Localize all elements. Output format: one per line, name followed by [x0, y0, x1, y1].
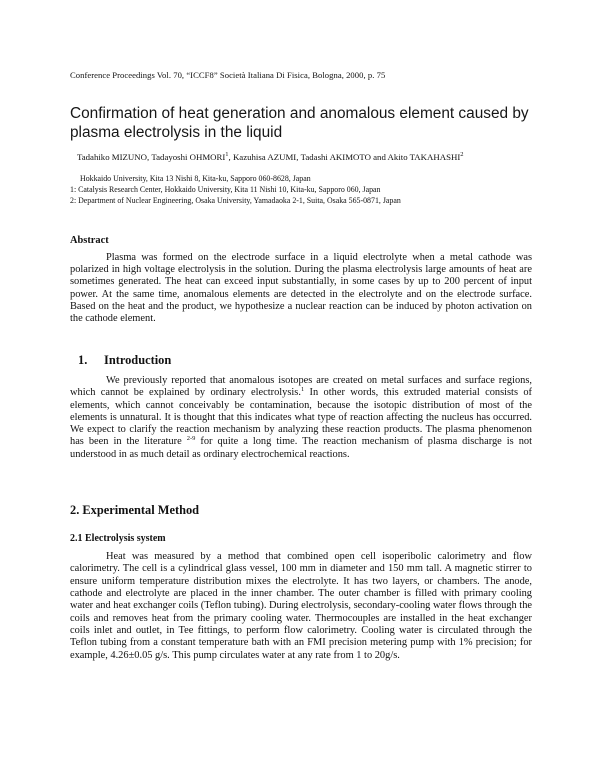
author-name: Tadashi AKIMOTO and Akito TAKAHASHI [300, 152, 461, 162]
abstract-text: Plasma was formed on the electrode surface in a liquid electrolyte when a metal cathode was polarized in high voltage electrolysis in the solution. During the plasma electrolysis large amounts of heat are sometimes generated. The heat can exceed input substantially, in some cases by up to 200 percent of input power. At the same time, anomalous elements are detected in the electrolyte and on the electrode surface. Based on the heat and the product, we hypothesize a nuclear reaction can be induced by photon activation on the cathode element. [70, 252, 532, 325]
affiliation-mark: 2 [460, 151, 464, 158]
affiliation-1: 1: Catalysis Research Center, Hokkaido University, Kita 11 Nishi 10, Kita-ku, Sapporo 060, Japan [70, 185, 381, 194]
affiliation-main: Hokkaido University, Kita 13 Nishi 8, Kita-ku, Sapporo 060-8628, Japan [80, 174, 311, 183]
citation-reference: 1 [300, 386, 305, 394]
author-list [77, 152, 557, 162]
paper-title: Confirmation of heat generation and anomalous element caused by plasma electrolysis in the liquid [70, 105, 529, 141]
author-name: Tadahiko MIZUNO, [77, 152, 152, 162]
affiliation-mark: 1 [225, 151, 229, 158]
affiliations [70, 173, 550, 206]
section-title: Introduction [104, 353, 172, 367]
affiliation-2: 2: Department of Nuclear Engineering, Osaka University, Yamadaoka 2-1, Suita, Osaka 565-0871, Japan [70, 196, 401, 205]
abstract-heading: Abstract [70, 235, 109, 246]
introduction-text [70, 375, 532, 461]
author-name: , Kazuhisa AZUMI, [228, 152, 301, 162]
conference-header: Conference Proceedings Vol. 70, “ICCF8” Società Italiana Di Fisica, Bologna, 2000, p. 75 [70, 70, 386, 80]
subsection-heading: 2.1 Electrolysis system [70, 533, 166, 544]
intro-text-part: We previously reported that anomalous isotopes are created on metal surfaces and surface regions, which cannot be explained by ordinary electrolysis. [70, 375, 532, 399]
author-name: Tadayoshi OHMORI [151, 152, 226, 162]
intro-text-part: for quite a long time. The reaction mechanism of plasma discharge is not understood in as much detail as ordinary electrochemical reactions. [70, 436, 532, 460]
citation-reference: 2-9 [186, 435, 196, 443]
section-heading-introduction [78, 353, 171, 368]
intro-text-part: In other words, this extruded material consists of elements, which cannot conceivably be contamination, because the isotopic distribution of most of the elements is unnatural. It is thought that this indicates what type of reaction affecting the nucleus has occurred. We expect to clarify the reaction mechanism by analyzing these reaction products. The plasma phenomenon has been in the literature [70, 387, 532, 448]
section-number: 1. [78, 353, 88, 367]
section-heading-experimental: 2. Experimental Method [70, 503, 200, 517]
electrolysis-text: Heat was measured by a method that combined open cell isoperibolic calorimetry and flow calorimetry. The cell is a cylindrical glass vessel, 100 mm in diameter and 150 mm tall. A magnetic stirrer to ensure uniform temperature distribution mixes the electrolyte. It has two layers, or chambers. The anode, cathode and electrolyte are placed in the inner chamber. The outer chamber is filled with primary cooling water and heat exchanger coils (Teflon tubing). During electrolysis, secondary-cooling water flows through the coils and removes heat from the primary cooling water. Thermocouples are installed in the heat exchanger coils inlet and outlet, in Tee fittings, to perform flow calorimetry. Cooling water is circulated through the Teflon tubing from a constant temperature bath with an FMI precision metering pump with 1% precision; for example, 4.26±0.05 g/s. This pump circulates water at any rate from 1 to 20g/s. [70, 551, 532, 661]
